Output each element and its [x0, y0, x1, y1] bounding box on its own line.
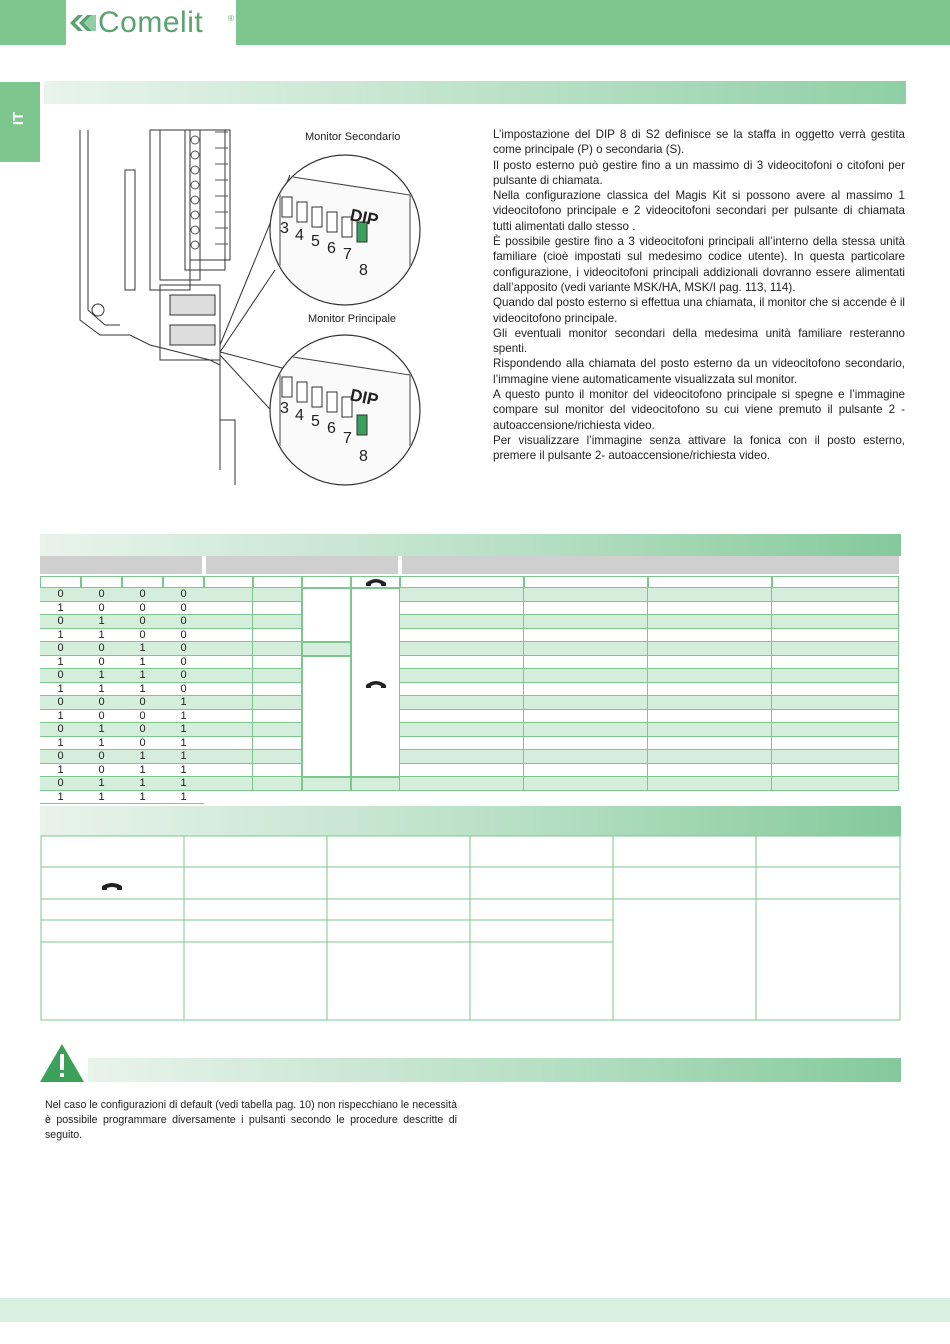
column-header [122, 576, 163, 588]
function-table-grid [40, 806, 901, 1022]
dip-label-secondary: DIP [348, 205, 381, 230]
dip-value-cell: 0 [163, 615, 204, 629]
table-cell [253, 723, 302, 737]
merged-cell [302, 777, 351, 791]
dip-value-cell: 0 [81, 588, 122, 602]
dip-value-cell: 1 [163, 723, 204, 737]
dip-value-cell: 0 [122, 602, 163, 616]
table-cell [772, 602, 899, 616]
table-cell [772, 764, 899, 778]
table-cell [400, 683, 524, 697]
table-cell [253, 696, 302, 710]
table-cell [204, 642, 253, 656]
table-cell [400, 588, 524, 602]
dip-value-cell: 1 [81, 683, 122, 697]
table-cell [204, 710, 253, 724]
handset-icon [365, 679, 387, 689]
table-cell [524, 710, 648, 724]
table-cell [400, 750, 524, 764]
table-cell [400, 696, 524, 710]
dip-value-cell: 1 [122, 764, 163, 778]
dip-value-cell: 0 [122, 588, 163, 602]
table-cell [400, 602, 524, 616]
group-header-dip [40, 556, 204, 574]
table-cell [204, 750, 253, 764]
table-cell [253, 656, 302, 670]
table-cell [772, 710, 899, 724]
table-cell [204, 588, 253, 602]
dip-value-cell: 0 [122, 723, 163, 737]
dip-value-cell: 1 [40, 710, 81, 724]
table-cell [204, 615, 253, 629]
dip-value-cell: 0 [81, 602, 122, 616]
dip-value-cell: 1 [81, 791, 122, 805]
table-cell [400, 737, 524, 751]
table-cell [524, 656, 648, 670]
dip-value-cell: 0 [122, 737, 163, 751]
handset-icon [365, 577, 387, 587]
table-cell [204, 669, 253, 683]
dip-value-cell: 1 [40, 764, 81, 778]
table-cell [524, 642, 648, 656]
table-cell [772, 669, 899, 683]
table-cell [204, 629, 253, 643]
dip-value-cell: 1 [163, 737, 204, 751]
table-cell [648, 764, 772, 778]
function-table [40, 806, 901, 1022]
dip-value-cell: 0 [163, 602, 204, 616]
dip-switch-secondary-detail [270, 155, 420, 305]
column-header [253, 576, 302, 588]
paragraph: A questo punto il monitor del videocitofono principale si spegne e l’immagine compare sul monitor del videocitofono su cui viene premuto il pulsante 2 - autoaccensione/richiesta video. [493, 388, 905, 432]
table-cell [400, 629, 524, 643]
table-cell [253, 777, 302, 791]
table-cell [648, 602, 772, 616]
table-cell [648, 696, 772, 710]
merged-cell [351, 777, 400, 791]
dip-value-cell: 1 [40, 602, 81, 616]
dip-value-cell: 1 [163, 791, 204, 805]
dip-value-cell: 0 [40, 777, 81, 791]
table-cell [772, 683, 899, 697]
table-cell [400, 764, 524, 778]
table-cell [524, 737, 648, 751]
dip-value-cell: 0 [40, 669, 81, 683]
table-cell [772, 588, 899, 602]
table-cell [400, 669, 524, 683]
dip-value-cell: 0 [163, 642, 204, 656]
table-cell [253, 764, 302, 778]
dip-value-cell: 1 [122, 777, 163, 791]
dip-value-cell: 1 [122, 669, 163, 683]
table-cell [253, 588, 302, 602]
dip-value-cell: 0 [40, 588, 81, 602]
dip-value-cell: 0 [122, 615, 163, 629]
section-title-bar [44, 81, 906, 104]
column-header [772, 576, 899, 588]
dip-value-cell: 0 [40, 615, 81, 629]
dip-value-cell: 1 [81, 669, 122, 683]
description-text [493, 127, 905, 464]
column-header [302, 576, 351, 588]
comelit-logo-icon [70, 12, 96, 34]
table-cell [204, 723, 253, 737]
table-cell [772, 750, 899, 764]
group-header-mode [206, 556, 400, 574]
dip-value-cell: 1 [122, 791, 163, 805]
dip-value-cell: 1 [163, 710, 204, 724]
table-cell [772, 629, 899, 643]
dip-value-cell: 1 [81, 629, 122, 643]
dip-value-cell: 1 [40, 737, 81, 751]
merged-cell [302, 656, 351, 778]
label-monitor-principale: Monitor Principale [308, 313, 397, 325]
footer-bar [0, 1298, 950, 1322]
dip-value-cell: 0 [163, 629, 204, 643]
dip-value-cell: 1 [81, 737, 122, 751]
table-cell [524, 588, 648, 602]
dip-value-cell: 1 [40, 629, 81, 643]
table-cell [648, 629, 772, 643]
dip-value-cell: 1 [122, 642, 163, 656]
dip-value-cell: 0 [81, 656, 122, 670]
paragraph: Per visualizzare l’immagine senza attivare la fonica con il posto esterno, premere il pulsante 2- autoaccensione/richiesta video. [493, 433, 905, 463]
dip-value-cell: 0 [40, 750, 81, 764]
table-cell [204, 777, 253, 791]
dip-value-cell: 0 [163, 588, 204, 602]
table-cell [524, 615, 648, 629]
group-header-functions [402, 556, 899, 574]
warning-bar [88, 1058, 901, 1082]
dip-value-cell: 0 [163, 683, 204, 697]
table-cell [772, 737, 899, 751]
dip-value-cell: 0 [81, 750, 122, 764]
table-cell [204, 683, 253, 697]
column-header [204, 576, 253, 588]
dip-value-cell: 1 [163, 696, 204, 710]
table-cell [204, 656, 253, 670]
table-cell [772, 696, 899, 710]
dip-value-cell: 1 [81, 777, 122, 791]
table-cell [648, 737, 772, 751]
table-cell [648, 777, 772, 791]
dip-value-cell: 1 [40, 683, 81, 697]
dip-value-cell: 0 [40, 642, 81, 656]
paragraph: Il posto esterno può gestire fino a un massimo di 3 videocitofoni o citofoni per pulsante di chiamata. [493, 158, 905, 187]
table-cell [204, 602, 253, 616]
column-header [400, 576, 524, 588]
table-cell [400, 777, 524, 791]
label-monitor-secondario: Monitor Secondario [305, 131, 401, 143]
dip-switch-primary-detail [270, 335, 420, 485]
dip-value-cell: 0 [163, 669, 204, 683]
table-cell [772, 656, 899, 670]
merged-cell [302, 588, 351, 642]
column-header [163, 576, 204, 588]
table-cell [253, 629, 302, 643]
dip-value-cell: 0 [122, 710, 163, 724]
dip-value-cell: 1 [122, 683, 163, 697]
table-cell [648, 669, 772, 683]
dip-label-primary: DIP [348, 385, 381, 410]
table-cell [648, 710, 772, 724]
table-cell [524, 669, 648, 683]
table-cell [524, 683, 648, 697]
table-cell [648, 683, 772, 697]
table-cell [253, 710, 302, 724]
dip-value-cell: 1 [163, 764, 204, 778]
dip-value-cell: 0 [40, 723, 81, 737]
language-label: IT [10, 111, 28, 126]
table-cell [524, 723, 648, 737]
dip-value-cell: 1 [81, 615, 122, 629]
table-cell [400, 642, 524, 656]
paragraph: Gli eventuali monitor secondari della medesima unità familiare resteranno spenti. [493, 326, 905, 356]
table-cell [204, 696, 253, 710]
column-header [40, 576, 81, 588]
note-text: Nel caso le configurazioni di default (vedi tabella pag. 10) non rispecchiano le necessità è possibile programmare diversamente i pulsanti secondo le procedure descritte di seguito. [45, 1099, 457, 1141]
table-cell [253, 642, 302, 656]
table-cell [648, 588, 772, 602]
registered-mark: ® [228, 14, 234, 23]
paragraph: Rispondendo alla chiamata del posto esterno da un videocitofono secondario, l’immagine viene automaticamente visualizzata sul monitor. [493, 357, 905, 386]
table-cell [253, 683, 302, 697]
dip-value-cell: 1 [122, 750, 163, 764]
table-cell [524, 764, 648, 778]
handset-icon [102, 883, 122, 890]
table-cell [253, 615, 302, 629]
table-cell [400, 723, 524, 737]
dip-value-cell: 0 [81, 710, 122, 724]
table-cell [204, 764, 253, 778]
table-cell [253, 750, 302, 764]
merged-cell [302, 642, 351, 656]
dip-value-cell: 1 [81, 723, 122, 737]
table-cell [772, 777, 899, 791]
column-header [524, 576, 648, 588]
dip-switch-figure: DIP DIP 3 4 5 6 7 8 3 4 5 6 7 8 Monitor Secondario Monitor Principale [60, 120, 480, 495]
table-cell [648, 642, 772, 656]
table-cell [772, 615, 899, 629]
table-cell [524, 777, 648, 791]
paragraph: L’impostazione del DIP 8 di S2 definisce se la staffa in oggetto verrà gestita come principale (P) o secondaria (S). [493, 128, 905, 157]
table-cell [253, 669, 302, 683]
table-cell [400, 656, 524, 670]
table-cell [204, 737, 253, 751]
dip-value-cell: 0 [81, 696, 122, 710]
table-cell [524, 602, 648, 616]
column-header [648, 576, 772, 588]
table-cell [524, 750, 648, 764]
paragraph: Quando dal posto esterno si effettua una chiamata, il monitor che si accende è il videocitofono principale. [493, 296, 905, 325]
table-cell [524, 696, 648, 710]
paragraph: È possibile gestire fino a 3 videocitofoni principali all’interno della stessa unità familiare (cioè impostati sul medesimo codice utente). In questa particolare configurazione, i videocitofoni principali addizionali dovranno essere alimentati dall’apposito (vedi variante MSK/HA, MSK/I pag. 113, 114). [493, 235, 905, 294]
dip-value-cell: 1 [163, 750, 204, 764]
table-cell [648, 656, 772, 670]
dip-value-cell: 1 [122, 656, 163, 670]
table-cell [524, 629, 648, 643]
paragraph: Nella configurazione classica del Magis Kit si possono avere al massimo 1 videocitofono principale e 2 videocitofoni secondari per pulsante di chiamata tutti alimentati dallo stesso . [493, 189, 905, 233]
language-tab [0, 82, 40, 162]
dip-value-cell: 0 [122, 696, 163, 710]
dip-value-cell: 1 [163, 777, 204, 791]
table-cell [648, 723, 772, 737]
dip-value-cell: 0 [40, 696, 81, 710]
table-cell [772, 642, 899, 656]
column-header [81, 576, 122, 588]
table-title-bar [40, 534, 901, 556]
dip-value-cell: 0 [81, 642, 122, 656]
dip-value-cell: 0 [122, 629, 163, 643]
dip-value-cell: 1 [40, 791, 81, 805]
brand-name: Comelit [98, 6, 204, 39]
table-cell [400, 710, 524, 724]
table-cell [648, 615, 772, 629]
dip-value-cell: 1 [40, 656, 81, 670]
table-cell [400, 615, 524, 629]
dip-value-cell: 0 [81, 764, 122, 778]
dip-value-cell: 0 [163, 656, 204, 670]
table-cell [253, 737, 302, 751]
table-cell [648, 750, 772, 764]
warning-triangle-icon [40, 1044, 84, 1082]
table-cell [253, 602, 302, 616]
table-cell [772, 723, 899, 737]
